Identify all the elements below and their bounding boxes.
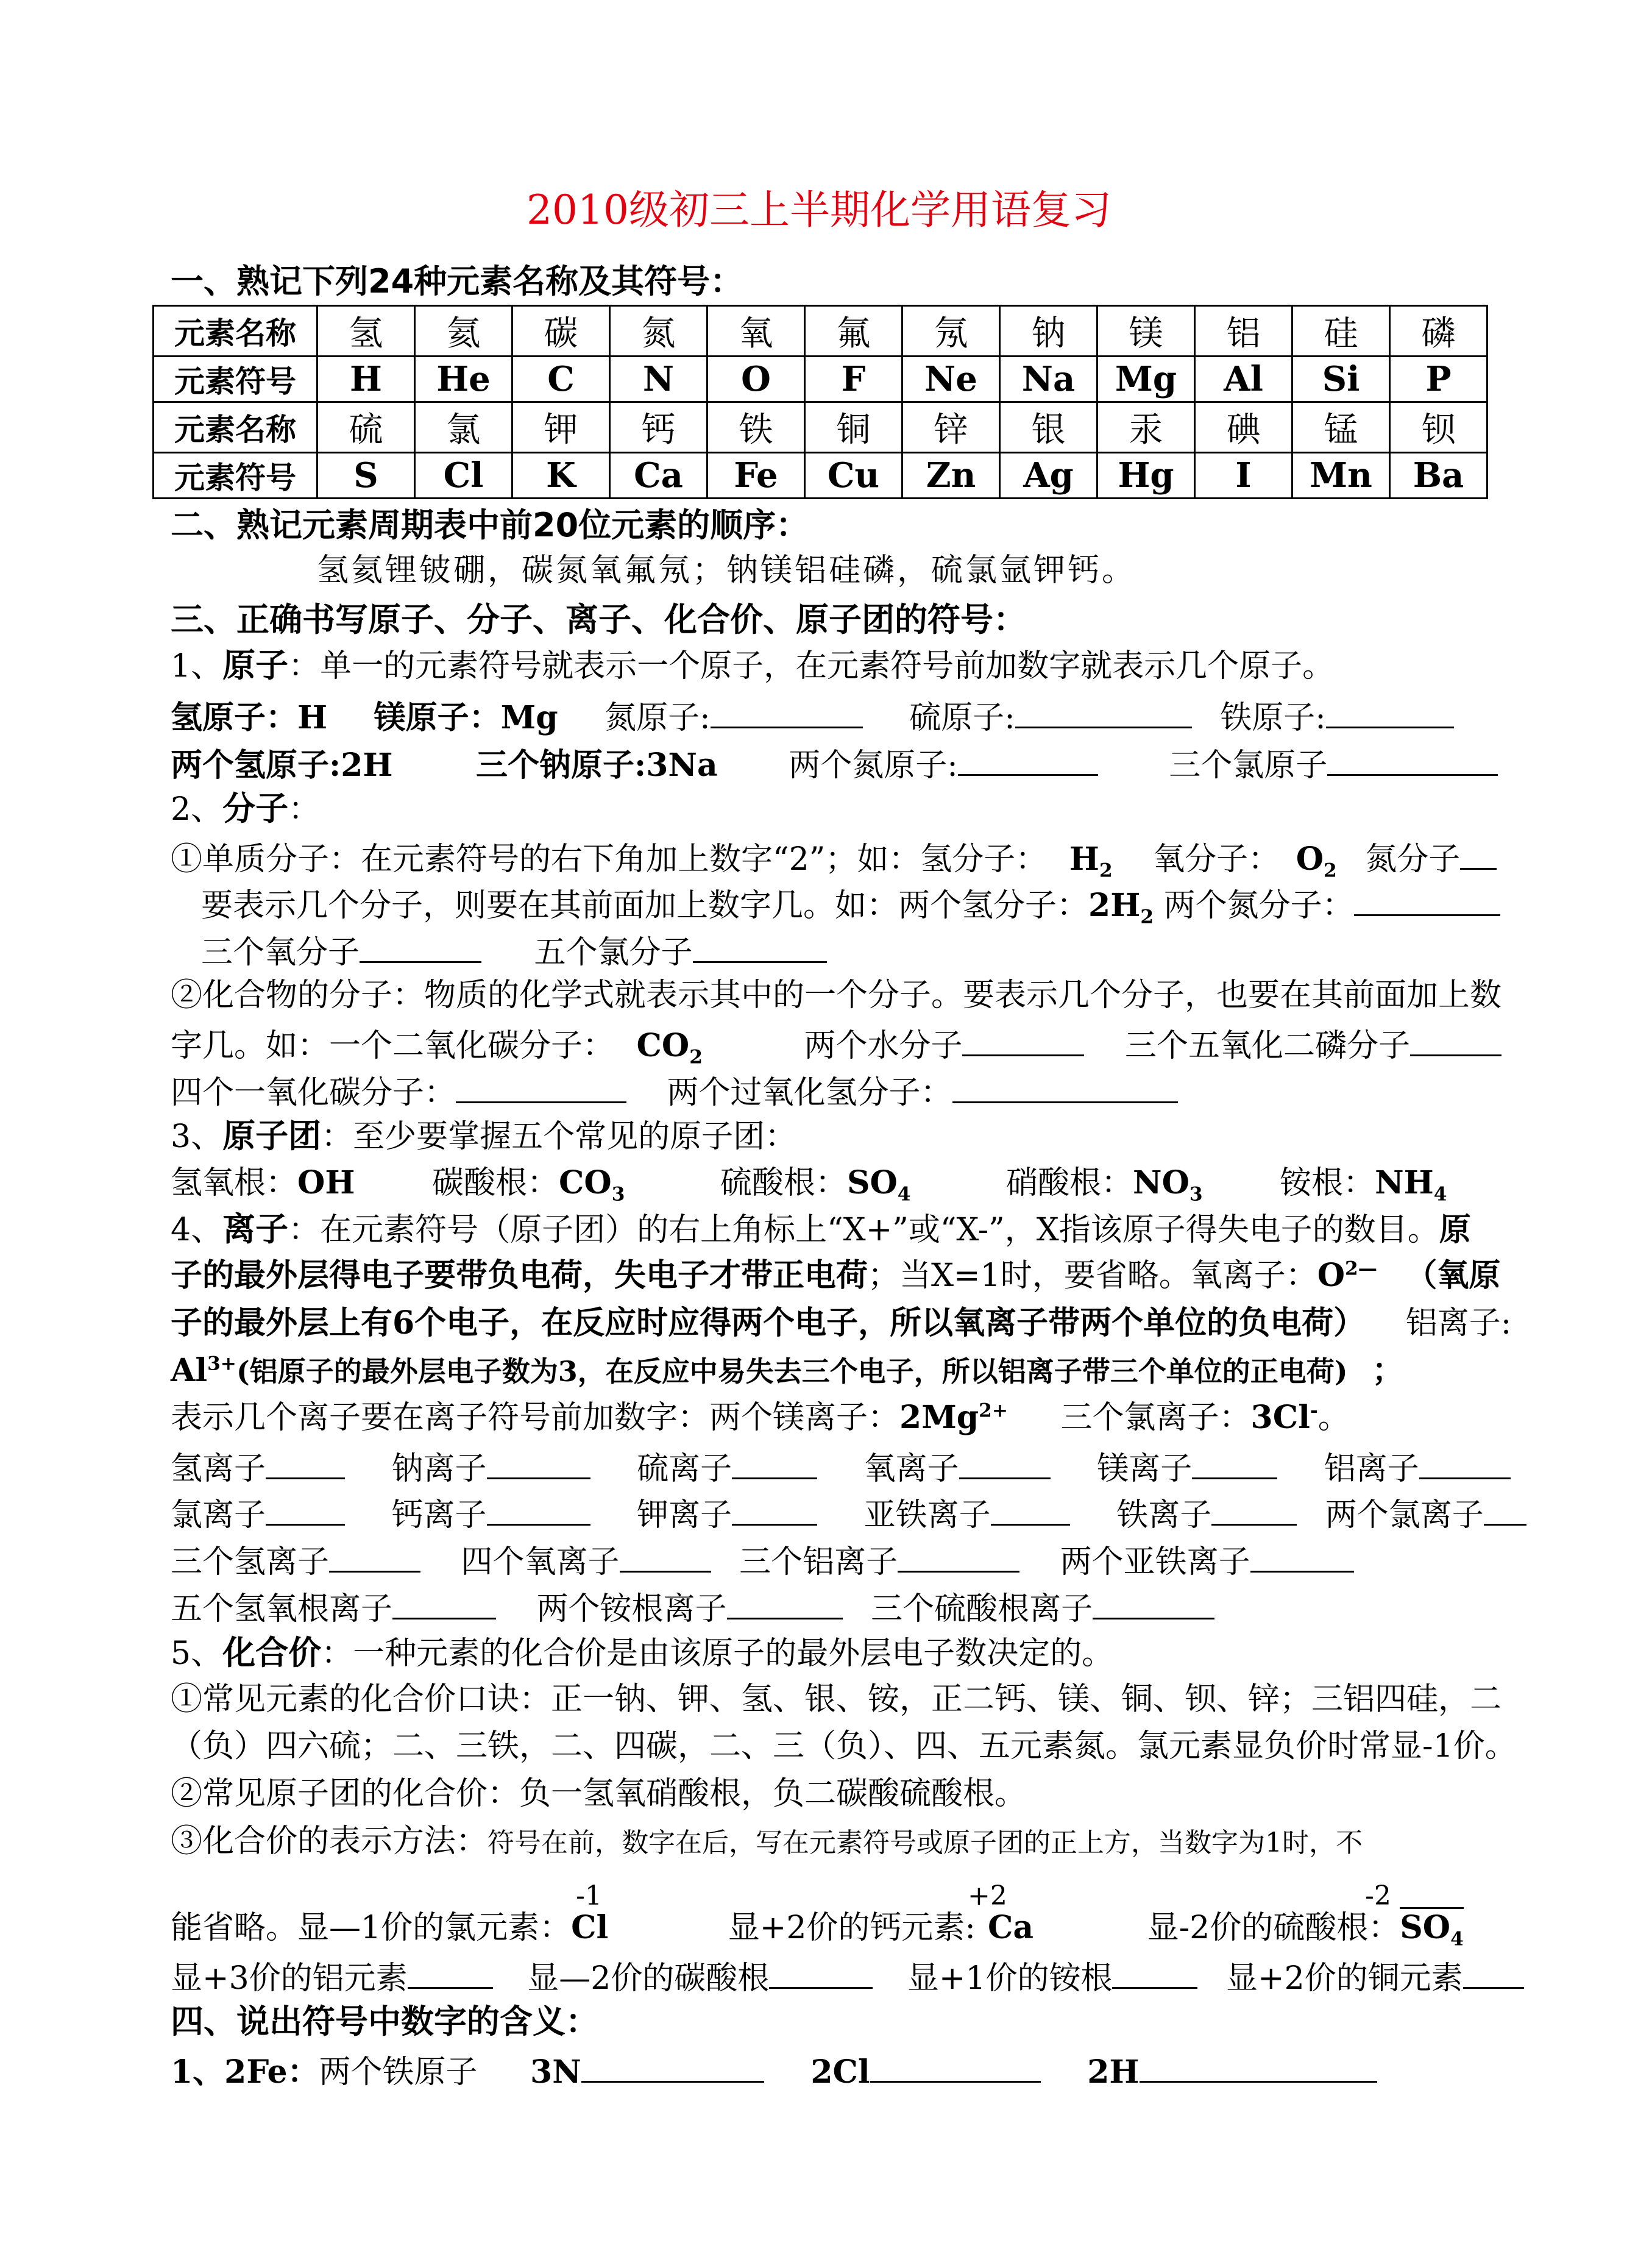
element-symbols-row2 xyxy=(154,453,1487,499)
answer-blank[interactable] xyxy=(266,1492,345,1526)
answer-blank[interactable] xyxy=(1484,1492,1526,1526)
answer-blank[interactable] xyxy=(898,1539,1019,1573)
answer-blank[interactable] xyxy=(732,1446,817,1479)
ion-exercise-row3 xyxy=(171,1539,1354,1581)
molecule-line3 xyxy=(201,930,827,972)
element-name: 钠 xyxy=(1000,306,1097,357)
element-name: 铝 xyxy=(1195,306,1292,357)
ion-prompt: 硫离子 xyxy=(637,1451,732,1487)
ion-prompt: 镁离子 xyxy=(1097,1451,1193,1487)
three-p2o5-molecules-prompt: 三个五氧化二磷分子 xyxy=(1125,1028,1411,1064)
answer-blank[interactable] xyxy=(870,2049,1041,2083)
sulfate-valence-prompt: 显-2价的硫酸根： xyxy=(1147,1910,1400,1946)
element-symbol: He xyxy=(415,357,512,402)
aluminum-ion-symbol: $Al^{3+}$ xyxy=(171,1352,236,1389)
answer-blank[interactable] xyxy=(1326,695,1454,728)
co2-formula: $CO_2$ xyxy=(636,1027,703,1068)
section3-heading: 三、正确书写原子、分子、离子、化合价、原子团的符号： xyxy=(171,600,1026,639)
valence-example-line xyxy=(171,1909,1464,1951)
ion-prompt: 两个氯离子 xyxy=(1325,1497,1484,1534)
answer-blank[interactable] xyxy=(727,1586,843,1619)
element-name: 钡 xyxy=(1390,402,1487,453)
element-symbol: Zn xyxy=(902,453,1000,499)
element-name: 氯 xyxy=(415,402,512,453)
five-chlorine-molecules-prompt: 五个氯分子 xyxy=(534,934,693,971)
element-symbol: S xyxy=(317,453,415,499)
valence-exercise-row xyxy=(171,1955,1524,1997)
ion-line3 xyxy=(171,1304,1511,1342)
element-name: 氮 xyxy=(610,306,707,357)
element-name: 铁 xyxy=(707,402,805,453)
ion-prompt: 三个硫酸根离子 xyxy=(871,1591,1093,1627)
answer-blank[interactable] xyxy=(1140,2049,1377,2083)
group-num: 3、 xyxy=(171,1118,223,1155)
answer-blank[interactable] xyxy=(1192,1446,1277,1479)
three-sodium-atoms-example: 三个钠原子:3Na xyxy=(476,747,718,784)
valence-num: 5、 xyxy=(171,1635,223,1672)
two-fe-meaning: 两个铁原子 xyxy=(319,2054,478,2091)
valence-notation-line xyxy=(171,1822,1363,1860)
answer-blank[interactable] xyxy=(581,2049,764,2083)
answer-blank[interactable] xyxy=(1354,883,1500,916)
atom-line1 xyxy=(171,695,1454,737)
answer-blank[interactable] xyxy=(266,1446,345,1479)
two-hydrogen-atoms-example: 两个氢原子:2H xyxy=(171,747,393,784)
chlorine-symbol: Cl xyxy=(571,1909,609,1946)
element-symbol: Cl xyxy=(415,453,512,499)
answer-blank[interactable] xyxy=(711,695,863,728)
group-desc: ：至少要掌握五个常见的原子团： xyxy=(321,1118,797,1155)
oxide-ion-symbol: $O^{2—}$ xyxy=(1317,1257,1377,1294)
element-symbol: N xyxy=(610,357,707,402)
valence-intro xyxy=(171,1633,1113,1673)
section1-heading: 一、熟记下列24种元素名称及其符号： xyxy=(171,262,743,300)
sulfate-group: 硫酸根：$SO_4$ xyxy=(720,1164,911,1206)
two-h2o2-molecules-prompt: 两个过氧化氢分子： xyxy=(667,1075,952,1111)
molecule-intro xyxy=(171,789,320,829)
answer-blank[interactable] xyxy=(360,930,481,963)
element-symbol: Al xyxy=(1195,357,1292,402)
answer-blank[interactable] xyxy=(456,1070,626,1103)
answer-blank[interactable] xyxy=(487,1492,590,1526)
three-cl-ions-formula: 3Cl- xyxy=(1250,1399,1318,1436)
sulfate-valence-value: -2 xyxy=(1365,1880,1391,1911)
iron-atom-prompt: 铁原子: xyxy=(1220,700,1326,736)
ion-prompt: 铁离子 xyxy=(1116,1497,1212,1534)
element-table xyxy=(152,305,1488,499)
multiple-molecule-rule: 要表示几个分子，则要在其前面加上数字几。如：两个氢分子： xyxy=(201,887,1089,924)
element-name: 锰 xyxy=(1292,402,1390,453)
h2-formula: $H_2$ xyxy=(1069,841,1113,882)
four-co-molecules-prompt: 四个一氧化碳分子： xyxy=(171,1075,456,1111)
oxide-ion-explanation-start: （氧原 xyxy=(1405,1257,1501,1294)
valence-desc: ：一种元素的化合价是由该原子的最外层电子数决定的。 xyxy=(321,1635,1114,1672)
element-symbol: Ba xyxy=(1390,453,1487,499)
valence-prompt: 显—2价的碳酸根 xyxy=(527,1960,770,1997)
row-header: 元素符号 xyxy=(154,453,317,499)
three-n-symbol: 3N xyxy=(530,2053,581,2091)
group-valence-rule: ②常见原子团的化合价：负一氢氧硝酸根，负二碳酸硫酸根。 xyxy=(171,1776,1027,1812)
answer-blank[interactable] xyxy=(1419,1446,1511,1479)
valence-prompt: 显+2价的铜元素 xyxy=(1226,1960,1463,1997)
ion-exercise-row2 xyxy=(171,1492,1526,1534)
chlorine-valence-prompt: 能省略。显—1价的氯元素： xyxy=(171,1910,572,1946)
ion-line2 xyxy=(171,1257,1500,1295)
answer-blank[interactable] xyxy=(962,1023,1084,1056)
ion-exercise-row4 xyxy=(171,1586,1214,1628)
valence-rhyme-line2: （负）四六硫；二、三铁，二、四碳，二、三（负）、四、五元素氮。氯元素显负价时常显-1价。 xyxy=(171,1728,1517,1765)
molecule-line5 xyxy=(171,1023,1502,1069)
valence-rhyme-line1: ①常见元素的化合价口诀：正一钠、钾、氢、银、铵，正二钙、镁、铜、钡、锌；三铝四硅，二 xyxy=(171,1681,1502,1718)
ion-prompt: 氢离子 xyxy=(171,1451,266,1487)
aluminum-ion-explanation: (铝原子的最外层电子数为3，在反应中易失去三个电子，所以铝离子带三个单位的正电荷) xyxy=(236,1355,1348,1388)
section4-heading: 四、说出符号中数字的含义： xyxy=(171,2002,598,2041)
answer-blank[interactable] xyxy=(1112,1955,1197,1989)
element-symbol: Mg xyxy=(1097,357,1195,402)
ion-prompt: 氯离子 xyxy=(171,1497,266,1534)
ion-line1 xyxy=(171,1210,1471,1250)
answer-blank[interactable] xyxy=(1015,695,1192,728)
ion-prompt: 两个铵根离子 xyxy=(536,1591,727,1627)
element-symbol: Cu xyxy=(805,453,902,499)
element-name: 氟 xyxy=(805,306,902,357)
nitrogen-molecule-prompt: 氮分子 xyxy=(1365,841,1461,878)
magnesium-atom-example: 镁原子：Mg xyxy=(374,699,558,736)
atom-line2 xyxy=(171,742,1498,784)
hydrogen-atom-example: 氢原子：H xyxy=(171,699,328,736)
answer-blank[interactable] xyxy=(487,1446,590,1479)
ion-prompt: 三个铝离子 xyxy=(739,1544,898,1580)
ammonium-group: 铵根：$NH_4$ xyxy=(1280,1164,1447,1206)
molecule-num: 2、 xyxy=(171,791,223,828)
answer-blank[interactable] xyxy=(1211,1492,1297,1526)
molecule-label: 分子 xyxy=(222,789,289,828)
valence-notation-label: ③化合价的表示方法： xyxy=(171,1823,488,1860)
atom-intro xyxy=(171,646,1334,686)
answer-blank[interactable] xyxy=(1093,1586,1214,1619)
atom-desc: ：单一的元素符号就表示一个原子，在元素符号前加数字就表示几个原子。 xyxy=(288,648,1335,684)
element-name: 硫 xyxy=(317,402,415,453)
three-chlorine-atoms-prompt: 三个氯原子 xyxy=(1169,747,1328,784)
two-nitrogen-molecules-prompt: 两个氮分子： xyxy=(1163,887,1354,924)
answer-blank[interactable] xyxy=(952,1070,1178,1103)
element-name: 磷 xyxy=(1390,306,1487,357)
valence-prompt: 显+1价的铵根 xyxy=(907,1960,1113,1997)
element-name: 氧 xyxy=(707,306,805,357)
element-name: 氦 xyxy=(415,306,512,357)
sulfate-symbol: $SO_4$ xyxy=(1400,1907,1464,1946)
element-name: 碳 xyxy=(512,306,610,357)
sulfur-atom-prompt: 硫原子: xyxy=(909,700,1015,736)
answer-blank[interactable] xyxy=(620,1539,711,1573)
two-mg-ions-formula: $2Mg^{2+}$ xyxy=(899,1399,1008,1436)
carbonate-group: 碳酸根：$CO_3$ xyxy=(431,1164,625,1206)
element-names-row2 xyxy=(154,402,1487,453)
answer-blank[interactable] xyxy=(693,930,827,963)
chlorine-valence-value: -1 xyxy=(576,1880,602,1911)
element-name: 汞 xyxy=(1097,402,1195,453)
element-name: 锌 xyxy=(902,402,1000,453)
element-symbol: Ag xyxy=(1000,453,1097,499)
row-header: 元素符号 xyxy=(154,357,317,402)
element-symbol: P xyxy=(1390,357,1487,402)
element-symbol: F xyxy=(805,357,902,402)
element-symbol: Si xyxy=(1292,357,1390,402)
ion-prompt: 钠离子 xyxy=(391,1451,487,1487)
element-names-row1 xyxy=(154,306,1487,357)
ion-charge-rule: 子的最外层得电子要带负电荷，失电子才带正电荷 xyxy=(171,1257,868,1294)
answer-blank[interactable] xyxy=(392,1586,496,1619)
semicolon: ； xyxy=(1372,1352,1404,1389)
element-symbol: Na xyxy=(1000,357,1097,402)
row-header: 元素名称 xyxy=(154,402,317,453)
ion-exercise-row1 xyxy=(171,1446,1511,1488)
ion-num: 4、 xyxy=(171,1212,223,1248)
group-intro xyxy=(171,1117,796,1156)
element-symbol: Fe xyxy=(707,453,805,499)
two-water-molecules-prompt: 两个水分子 xyxy=(804,1028,963,1064)
answer-blank[interactable] xyxy=(958,742,1098,776)
element-symbol: O xyxy=(707,357,805,402)
element-symbol: Ca xyxy=(610,453,707,499)
three-oxygen-molecules-prompt: 三个氧分子 xyxy=(201,934,360,971)
molecule-line6 xyxy=(171,1070,1178,1112)
ion-prompt: 铝离子 xyxy=(1324,1451,1419,1487)
answer-blank[interactable] xyxy=(1250,1539,1354,1573)
calcium-valence-value: +2 xyxy=(968,1880,1007,1911)
element-symbol: K xyxy=(512,453,610,499)
element-name: 碘 xyxy=(1195,402,1292,453)
valence-label: 化合价 xyxy=(222,1633,322,1672)
element-symbol: Hg xyxy=(1097,453,1195,499)
valence-notation-rule: 符号在前，数字在后，写在元素符号或原子团的正上方，当数字为1时，不 xyxy=(488,1827,1363,1858)
ion-line4 xyxy=(171,1352,1404,1390)
answer-blank[interactable] xyxy=(732,1492,817,1526)
calcium-valence-prompt: 显+2价的钙元素: xyxy=(728,1910,976,1946)
oxygen-molecule-label: 氧分子： xyxy=(1153,841,1280,878)
molecule-line4: ②化合物的分子：物质的化学式就表示其中的一个分子。要表示几个分子，也要在其前面加上数 xyxy=(171,977,1502,1014)
answer-blank[interactable] xyxy=(991,1492,1070,1526)
element-name: 硅 xyxy=(1292,306,1390,357)
ion-label: 离子 xyxy=(222,1210,289,1248)
hydroxide-group: 氢氧根：OH xyxy=(171,1164,355,1201)
period: 。 xyxy=(1317,1399,1350,1436)
valence-prompt: 显+3价的铝元素 xyxy=(171,1960,408,1997)
ion-prompt: 三个氢离子 xyxy=(171,1544,330,1580)
element-symbols-row1 xyxy=(154,357,1487,402)
o2-formula: $O_2$ xyxy=(1296,841,1337,882)
element-name: 镁 xyxy=(1097,306,1195,357)
number-meaning-line xyxy=(171,2049,1377,2091)
ion-prompt: 钙离子 xyxy=(391,1497,487,1534)
ion-omit-rule: ；当X=1时，要省略。氧离子： xyxy=(868,1257,1317,1294)
two-nitrogen-atoms-prompt: 两个氮原子: xyxy=(789,747,958,784)
three-chloride-ions-label: 三个氯离子： xyxy=(1060,1399,1251,1436)
two-cl-symbol: 2Cl xyxy=(810,2053,870,2091)
aluminum-ion-label: 铝离子: xyxy=(1405,1305,1512,1342)
answer-blank[interactable] xyxy=(1327,742,1498,776)
element-name: 银 xyxy=(1000,402,1097,453)
ion-line5 xyxy=(171,1399,1350,1437)
page-title: 2010级初三上半期化学用语复习 xyxy=(526,187,1112,233)
oxide-ion-explanation: 子的最外层上有6个电子，在反应时应得两个电子，所以氧离子带两个单位的负电荷） xyxy=(171,1304,1366,1342)
answer-blank[interactable] xyxy=(959,1446,1051,1479)
group-list xyxy=(171,1164,1447,1206)
group-label: 原子团 xyxy=(222,1117,322,1155)
ion-prompt: 两个亚铁离子 xyxy=(1060,1544,1250,1580)
ion-prompt: 氧离子 xyxy=(863,1451,959,1487)
answer-blank[interactable] xyxy=(1463,1955,1524,1989)
answer-blank[interactable] xyxy=(408,1955,493,1989)
two-h2-formula: $2H_2$ xyxy=(1088,887,1154,928)
two-fe-symbol: 1、2Fe： xyxy=(171,2053,319,2091)
element-symbol: I xyxy=(1195,453,1292,499)
elemental-molecule-rule: ①单质分子：在元素符号的右下角加上数字“2”；如：氢分子： xyxy=(171,841,1048,878)
atom-num: 1、 xyxy=(171,648,223,684)
element-symbol: H xyxy=(317,357,415,402)
ion-prompt: 亚铁离子 xyxy=(863,1497,991,1534)
element-name: 钙 xyxy=(610,402,707,453)
answer-blank[interactable] xyxy=(1410,1023,1502,1056)
compound-molecule-example: 字几。如：一个二氧化碳分子： xyxy=(171,1028,615,1064)
molecule-line1 xyxy=(171,836,1497,883)
ion-prompt: 钾离子 xyxy=(637,1497,732,1534)
nitrogen-atom-prompt: 氮原子: xyxy=(604,700,711,736)
nitrate-group: 硝酸根：$NO_3$ xyxy=(1006,1164,1203,1206)
element-symbol: Mn xyxy=(1292,453,1390,499)
molecule-colon: ： xyxy=(288,791,321,828)
section2-heading: 二、熟记元素周期表中前20位元素的顺序： xyxy=(171,506,809,544)
row-header: 元素名称 xyxy=(154,306,317,357)
answer-blank[interactable] xyxy=(329,1539,420,1573)
two-h-symbol: 2H xyxy=(1087,2053,1140,2091)
ion-prompt: 五个氢氧根离子 xyxy=(171,1591,393,1627)
calcium-symbol: Ca xyxy=(987,1909,1034,1946)
ion-rule: ：在元素符号（原子团）的右上角标上“X+”或“X-”，X指该原子得失电子的数目。 xyxy=(288,1212,1439,1248)
ion-rule-bold: 原 xyxy=(1439,1211,1471,1248)
element-name: 钾 xyxy=(512,402,610,453)
answer-blank[interactable] xyxy=(769,1955,873,1989)
ion-prompt: 四个氧离子 xyxy=(461,1544,620,1580)
molecule-line2 xyxy=(201,883,1500,929)
atom-label: 原子 xyxy=(222,646,289,684)
element-symbol: C xyxy=(512,357,610,402)
element-name: 铜 xyxy=(805,402,902,453)
element-name: 氢 xyxy=(317,306,415,357)
answer-blank[interactable] xyxy=(1460,836,1497,870)
multiple-ion-rule: 表示几个离子要在离子符号前加数字：两个镁离子： xyxy=(171,1399,900,1436)
element-symbol: Ne xyxy=(902,357,1000,402)
element-order-sequence: 氢氦锂铍硼，碳氮氧氟氖；钠镁铝硅磷，硫氯氩钾钙。 xyxy=(317,552,1136,589)
element-name: 氖 xyxy=(902,306,1000,357)
